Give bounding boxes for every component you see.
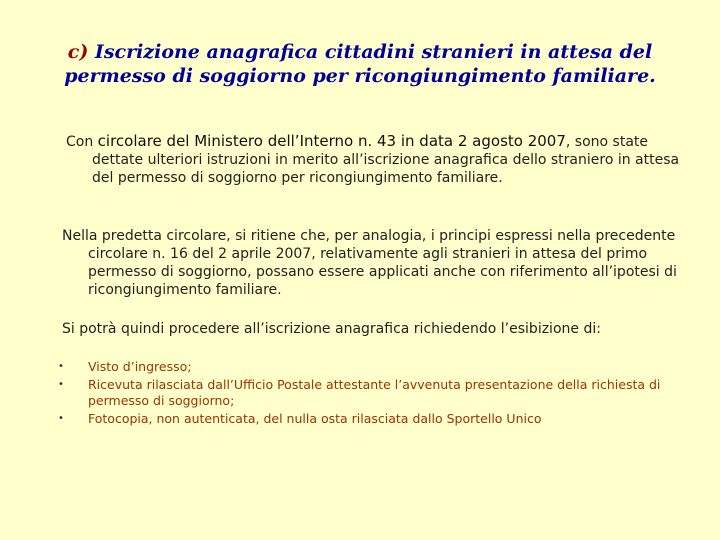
paragraph1-rest: , sono state dettate ulteriori istruzioni in merito all’iscrizione anagrafica dello straniero in attesa del permesso di soggiorno per ricongiungimento familiare. [92, 134, 680, 186]
paragraph-circolare-43 [66, 132, 702, 187]
list-item-text: Ricevuta rilasciata dall’Ufficio Postale attestante l’avvenuta presentazione della richiesta di permesso di soggiorno; [88, 377, 661, 408]
title-prefix: c) [67, 41, 89, 63]
paragraph1-lead-label: Con [66, 134, 98, 150]
list-item [58, 359, 678, 375]
bullet-icon: • [58, 379, 64, 390]
list-item [58, 377, 678, 409]
paragraph1-lead-emphasis: circolare del Ministero dell’Interno n. 43 in data 2 agosto 2007 [97, 132, 566, 150]
paragraph-circolare-16: Nella predetta circolare, si ritiene che, per analogia, i principi espressi nella precedente circolare n. 16 del 2 aprile 2007, relativamente agli stranieri in attesa del primo permesso di soggiorno, possano essere applicati anche con riferimento all’ipotesi di ricongiungimento familiare. [62, 228, 677, 298]
required-documents-list [58, 359, 678, 429]
slide-title [60, 40, 660, 88]
list-item-text: Visto d’ingresso; [88, 359, 192, 374]
title-text: Iscrizione anagrafica cittadini stranieri in attesa del permesso di soggiorno per ricongiungimento familiare. [64, 41, 656, 87]
paragraph-documents-intro: Si potrà quindi procedere all’iscrizione anagrafica richiedendo l’esibizione di: [62, 321, 601, 337]
list-item-text: Fotocopia, non autenticata, del nulla osta rilasciata dallo Sportello Unico [88, 411, 542, 426]
bullet-icon: • [58, 413, 64, 424]
bullet-icon: • [58, 361, 64, 372]
list-item [58, 411, 678, 427]
